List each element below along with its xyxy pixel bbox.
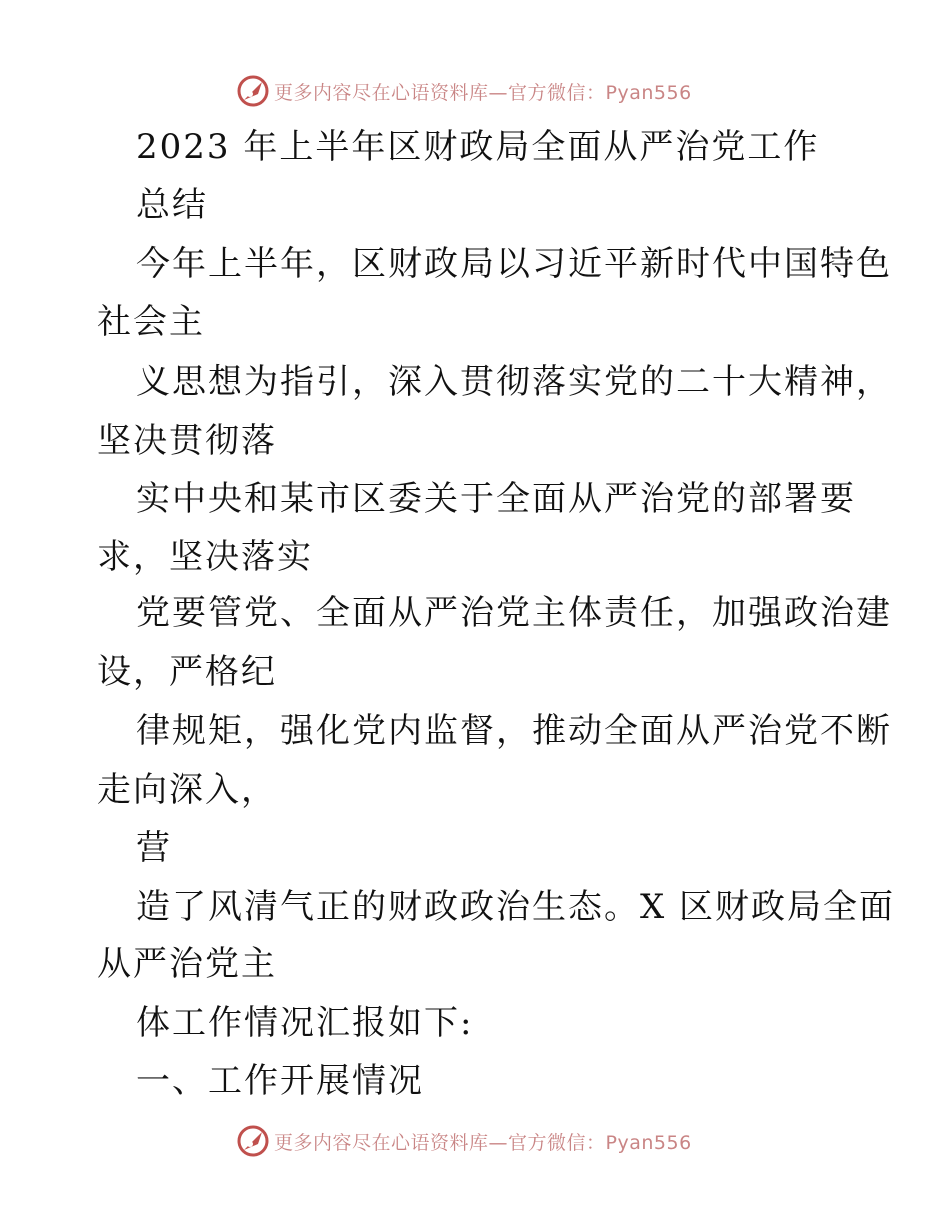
watermark-text: 更多内容尽在心语资料库—官方微信：Pyan556 — [274, 1131, 692, 1154]
paragraph-line: 造了风清气正的财政政治生态。X 区财政局全面 — [136, 887, 896, 927]
paragraph-line: 设，严格纪 — [97, 652, 277, 692]
paragraph-line: 体工作情况汇报如下: — [136, 1003, 474, 1043]
document-title: 2023 年上半年区财政局全面从严治党工作 — [136, 127, 820, 167]
header-watermark — [236, 73, 692, 109]
quill-seal-icon — [236, 1124, 270, 1158]
paragraph-line: 走向深入， — [97, 770, 277, 810]
section-heading: 一、工作开展情况 — [136, 1061, 424, 1101]
document-title-continued: 总结 — [136, 185, 208, 225]
paragraph-line: 今年上半年，区财政局以习近平新时代中国特色 — [136, 244, 892, 284]
paragraph-line: 律规矩，强化党内监督，推动全面从严治党不断 — [136, 711, 892, 751]
paragraph-line: 求，坚决落实 — [97, 537, 313, 577]
paragraph-line: 实中央和某市区委关于全面从严治党的部署要 — [136, 479, 856, 519]
paragraph-line: 坚决贯彻落 — [97, 421, 277, 461]
watermark-text: 更多内容尽在心语资料库—官方微信：Pyan556 — [274, 81, 692, 104]
paragraph-line: 从严治党主 — [97, 944, 277, 984]
quill-seal-icon — [236, 74, 270, 108]
paragraph-line: 社会主 — [97, 302, 205, 342]
paragraph-line: 营 — [136, 828, 172, 868]
footer-watermark — [236, 1123, 692, 1159]
paragraph-line: 义思想为指引，深入贯彻落实党的二十大精神， — [136, 362, 892, 402]
paragraph-line: 党要管党、全面从严治党主体责任，加强政治建 — [136, 593, 892, 633]
